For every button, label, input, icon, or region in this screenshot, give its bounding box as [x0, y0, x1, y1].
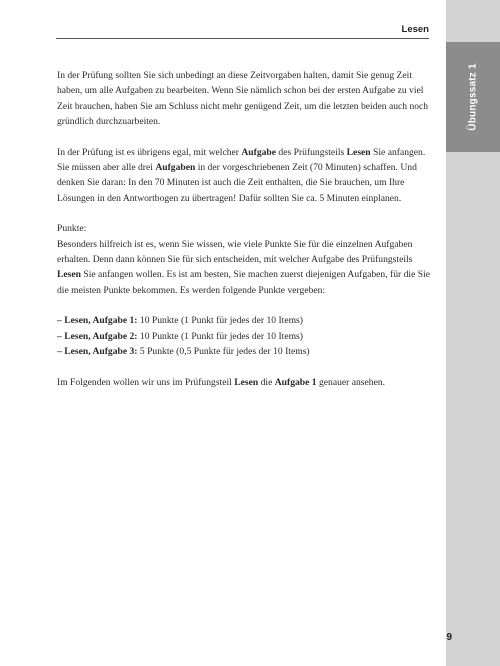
page-number: 9: [446, 632, 452, 643]
side-tab-label: Übungssatz 1: [467, 63, 479, 131]
list-item: [57, 329, 432, 344]
bold-term: Lesen: [234, 376, 259, 388]
bold-term: Aufgaben: [155, 162, 196, 174]
list-text: 10 Punkte (1 Punkt für jedes der 10 Items): [137, 315, 303, 327]
text-run: die: [258, 376, 275, 388]
bold-term: Lesen: [57, 269, 81, 281]
running-header: [56, 22, 429, 39]
paragraph-points: [57, 237, 432, 299]
points-list: [57, 313, 432, 359]
text-run: Besonders hilfreich ist es, wenn Sie wissen, wie viele Punkte Sie für die einzelnen Aufgaben erhalten. Denn dann können Sie für sich entscheiden, mit welcher Aufgabe des Prüfungsteils: [57, 238, 413, 266]
list-label: Lesen, Aufgabe 3:: [64, 346, 138, 358]
list-text: 5 Punkte (0,5 Punkte für jedes der 10 Items): [137, 346, 310, 358]
text-run: in der vorgeschriebenen Zeit (70 Minuten) schaffen. Und denken Sie daran: In den 70 Minuten ist auch die Zeit enthalten, die Sie brauchen, um Ihre Lösungen in den Antwortbogen zu übertragen! Dafür sollten Sie ca. 5 Minuten einplanen.: [57, 162, 417, 204]
list-item: [57, 313, 432, 328]
bold-term: Aufgabe: [241, 146, 277, 158]
text-run: Sie anfangen wollen. Es ist am besten, Sie machen zuerst diejenigen Aufgaben, für die Sie die meisten Punkte bekommen. Es werden folgende Punkte vergeben:: [57, 269, 430, 296]
list-dash: –: [57, 330, 62, 342]
list-item: [57, 344, 432, 359]
list-text: 10 Punkte (1 Punkt für jedes der 10 Items): [137, 330, 303, 342]
text-run: des Prüfungsteils: [276, 146, 347, 158]
body-text: [57, 68, 432, 390]
paragraph-time-limits: In der Prüfung sollten Sie sich unbedingt an diese Zeitvorgaben halten, damit Sie genug Zeit haben, um alle Aufgaben zu bearbeiten. Wenn Sie nämlich schon bei der ersten Aufgabe zu viel Zeit brauchen, haben Sie am Schluss nicht mehr genügend Zeit, um die letzten beiden auch noch gründlich durchzuarbeiten.: [57, 70, 429, 128]
text-run: In der Prüfung ist es übrigens egal, mit welcher: [57, 146, 242, 158]
paragraph-task-order: [57, 145, 432, 207]
bold-term: Lesen: [346, 146, 371, 158]
bold-term: Aufgabe 1: [274, 376, 317, 388]
text-run: genauer ansehen.: [316, 376, 386, 388]
list-dash: –: [57, 315, 62, 327]
points-heading: Punkte:: [57, 223, 87, 235]
text-run: Im Folgenden wollen wir uns im Prüfungsteil: [57, 376, 235, 388]
list-label: Lesen, Aufgabe 2:: [64, 330, 138, 342]
list-label: Lesen, Aufgabe 1:: [64, 315, 138, 327]
text-run: Sie anfangen. Sie müssen aber alle drei: [57, 146, 426, 174]
paragraph-outlook: [57, 375, 432, 390]
section-title: Lesen: [401, 24, 429, 35]
list-dash: –: [57, 346, 62, 358]
